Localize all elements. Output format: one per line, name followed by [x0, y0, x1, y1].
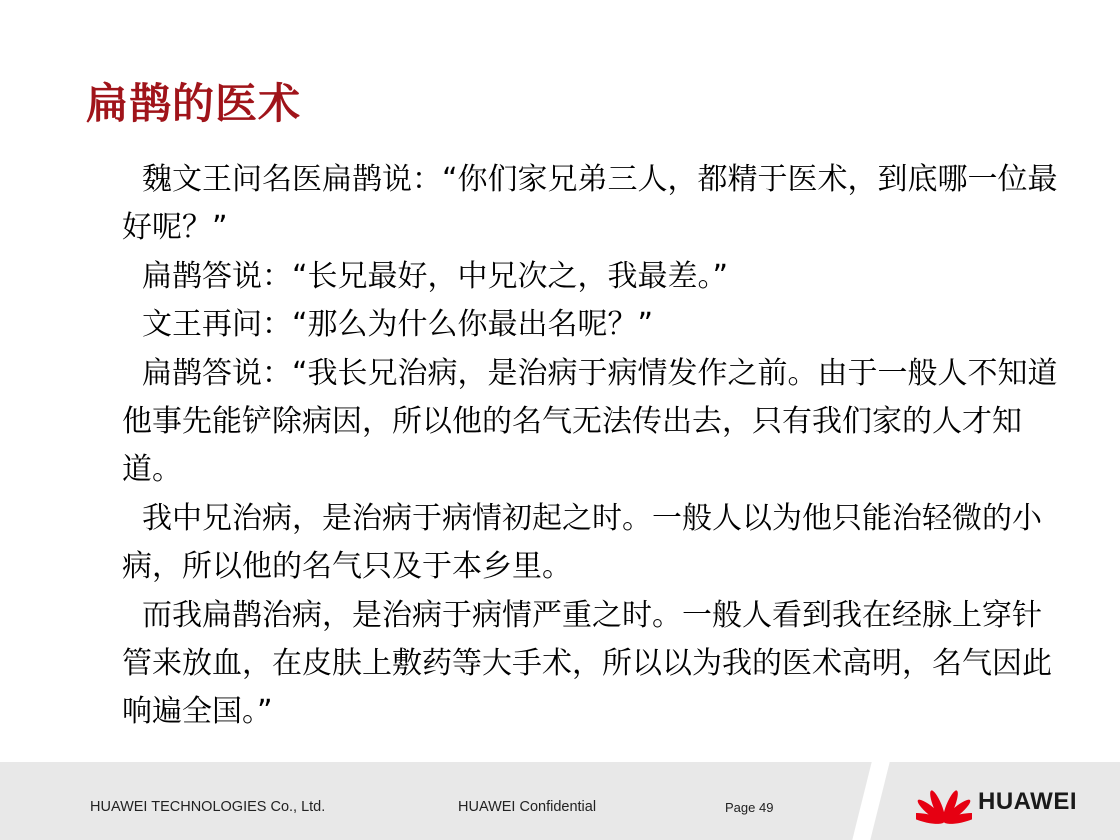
- page-number: Page 49: [725, 800, 774, 815]
- huawei-logo: [916, 782, 1096, 826]
- paragraph-middle-brother: 我中兄治病，是治病于病情初起之时。一般人以为他只能治轻微的小病，所以他的名气只及于本乡里。: [122, 500, 1042, 585]
- huawei-petal-logo-icon: [916, 782, 972, 826]
- slide-title: 扁鹊的医术: [86, 79, 302, 128]
- paragraph-question: 魏文王问名医扁鹊说：“你们家兄弟三人，都精于医术，到底哪一位最好呢？”: [122, 162, 1058, 246]
- paragraph-bianque: 而我扁鹊治病，是治病于病情严重之时。一般人看到我在经脉上穿针管来放血，在皮肤上敷药等大手术，所以以为我的医术高明，名气因此响遍全国。”: [122, 597, 1052, 730]
- footer-confidential: HUAWEI Confidential: [458, 799, 597, 815]
- paragraph-eldest-brother: 扁鹊答说：“我长兄治病，是治病于病情发作之前。由于一般人不知道他事先能铲除病因，所以他的名气无法传出去，只有我们家的人才知道。: [122, 355, 1058, 488]
- paragraph-question-2: 文王再问：“那么为什么你最出名呢？”: [142, 307, 654, 343]
- huawei-logo-text: HUAWEI: [978, 788, 1077, 815]
- slide-body: [122, 156, 1062, 737]
- footer-company: HUAWEI TECHNOLOGIES Co., Ltd.: [90, 799, 326, 815]
- slide-footer: [0, 762, 1120, 840]
- paragraph-answer-1: 扁鹊答说：“长兄最好，中兄次之，我最差。”: [142, 258, 729, 294]
- footer-divider-stripe: [852, 762, 889, 840]
